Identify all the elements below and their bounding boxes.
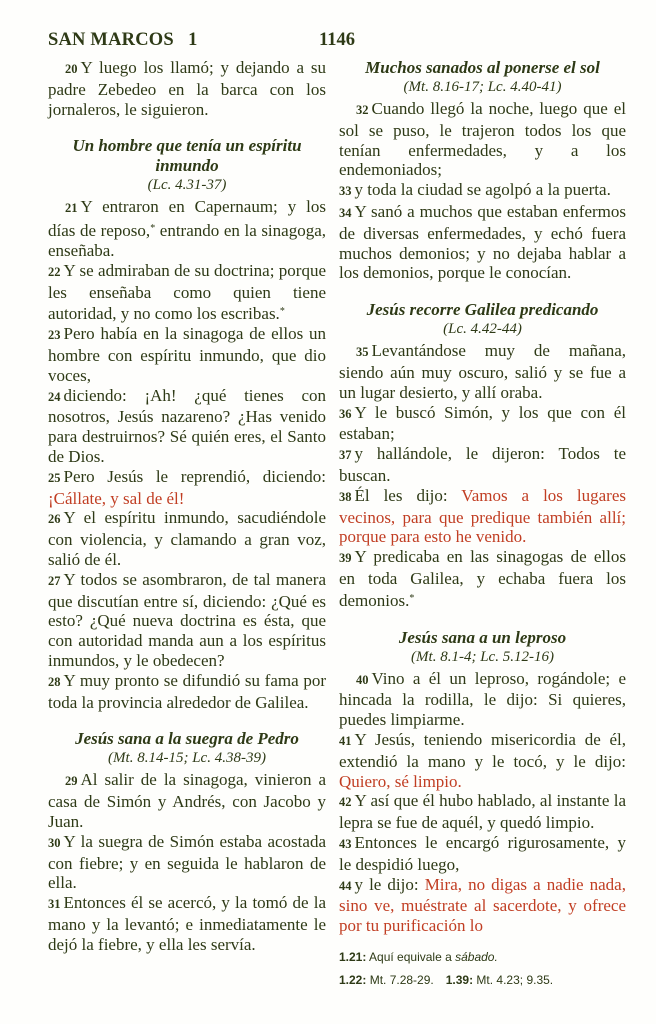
verse-text: Levantándose muy de mañana, siendo aún muy oscuro, salió y se fue a un lugar desierto, y allí oraba. [339,341,626,402]
verse-text: Él les dijo: [354,485,462,505]
verse-text: Y Jesús, teniendo misericordia de él, extendió la mano y le tocó, y le dijo: [339,729,626,771]
verse-number: 39 [339,551,352,566]
verse [339,202,626,283]
verse-number: 26 [48,512,61,527]
section-reference: (Mt. 8.16-17; Lc. 4.40-41) [403,79,562,95]
verse-number: 31 [48,897,61,912]
section-reference: (Lc. 4.31-37) [147,177,227,194]
verse-number: 34 [339,205,352,220]
verse-text: Y la suegra de Simón estaba acostada con fiebre; y en seguida le hablaron de ella. [48,831,326,893]
verse-text: Y sanó a muchos que estaban enfermos de diversas enfermedades, y echó fuera muchos demonios; y no dejaba hablar a los demonios, porque le conocían. [339,201,626,283]
verse-number: 21 [65,201,78,216]
verse-text: Entonces le encargó rigurosamente, y le despidió luego, [339,832,626,874]
verse-text: Y entraron en Capernaum; y los días de reposo, [48,197,326,241]
verse-text: diciendo: ¡Ah! ¿qué tienes con nosotros, Jesús nazareno? ¿Has venido para destruirnos? Sé quién eres, el Santo de Dios. [48,385,326,466]
verse [48,197,326,260]
verse-text: Vino a él un leproso, rogándole; e hincada la rodilla, le dijo: Si quieres, puedes limpiarme. [339,668,626,730]
verse-number: 36 [339,406,352,421]
verse-text: Y así que él hubo hablado, al instante la lepra se fue de aquél, y quedó limpio. [339,791,626,833]
verse-number: 33 [339,184,352,199]
verse [48,467,326,509]
verse-number: 23 [48,328,61,343]
verse-number: 29 [65,774,78,789]
page-header [48,30,626,54]
section-reference: (Lc. 4.42-44) [443,321,522,338]
verse-number: 40 [356,672,369,687]
verse-number: 20 [65,62,78,76]
verse [48,893,326,954]
verse-number: 32 [356,103,369,117]
verse-text: Pero Jesús le reprendió, diciendo: [63,466,326,486]
verse-number: 30 [48,835,61,850]
section-heading [48,729,326,768]
verse-text: Y le buscó Simón, y los que con él estaban; [339,402,626,444]
verse [339,730,626,791]
verse-number: 41 [339,733,352,748]
verse-text: Y se admiraban de su doctrina; porque les enseñaba como quien tiene autoridad, y no como los escribas. [48,260,326,324]
verse-number: 22 [48,264,61,279]
verse-text: Y todos se asombraron, de tal manera que discutían entre sí, diciendo: ¿Qué es esto? ¿Qué nueva doctrina es ésta, que con autoridad manda aun a los espíritus inmundos, y le obedecen? [48,569,326,670]
verse [339,547,626,610]
verse [48,832,326,893]
verse-number: 43 [339,836,352,851]
verse-text: Y el espíritu inmundo, sacudiéndole con violencia, y clamando a gran voz, salió de él. [48,508,326,569]
verse-number: 24 [48,389,61,404]
section-reference: (Mt. 8.14-15; Lc. 4.38-39) [108,750,266,767]
verse-number: 37 [339,448,352,463]
section-title: Jesús sana a un leproso [398,627,567,647]
verse-text: Y predicaba en las sinagogas de ellos en toda Galilea, y echaba fuera los demonios. [339,547,626,610]
verse-number: 35 [356,345,369,360]
verse [339,444,626,486]
verse-text: y le dijo: [354,874,425,894]
verse-number: 44 [339,878,352,893]
verse [339,99,626,180]
book-title: SAN MARCOS 1 [48,30,198,50]
verse [48,770,326,831]
footnote-text: 1.22: [339,972,367,987]
verse-text: y toda la ciudad se agolpó a la puerta. [354,180,611,200]
verse [48,508,326,569]
right-column [339,58,626,996]
section-title: Un hombre que tenía un espíritu inmundo [72,136,302,176]
verse [339,486,626,547]
verse [48,324,326,385]
verse [339,403,626,445]
verse [339,833,626,875]
section-heading [339,628,626,667]
verse-number: 28 [48,674,61,689]
verse [48,386,326,467]
verse-text: entrando en la sinagoga, enseñaba. [48,221,326,260]
footnote-text: 1.21: [339,949,367,964]
footnotes [339,950,626,988]
section-title: Jesús recorre Galilea predicando [366,300,599,320]
verse-number: 42 [339,795,352,810]
verse-text: Y luego los llamó; y dejando a su padre Zebedeo en la barca con los jornaleros, le siguieron. [48,58,326,119]
verse [48,261,326,324]
page-number: 1146 [319,30,355,50]
section-title: Muchos sanados al ponerse el sol [365,58,600,77]
verse [339,791,626,833]
verse [48,58,326,119]
verse-number: 38 [339,489,352,504]
footnote-line [339,950,626,965]
footnote-text: sábado. [455,949,498,964]
section-heading [48,136,326,195]
verse-text: Pero había en la sinagoga de ellos un hombre con espíritu inmundo, que dio voces, [48,324,326,385]
verse-text: Entonces él se acercó, y la tomó de la mano y la levantó; e inmediatamente le dejó la fiebre, y ella les servía. [48,893,326,954]
footnote-line [339,973,626,988]
red-letter-text: Mira, no digas a nadie nada, sino ve, muéstrate al sacerdote, y ofrece por tu purificación lo [339,874,626,936]
footnote-text: 1.39: [445,972,474,987]
verse [339,341,626,402]
verse-text: Y muy pronto se difundió su fama por toda la provincia alrededor de Galilea. [48,670,326,712]
red-letter-text: ¡Cállate, y sal de él! [48,488,185,508]
verse-text: Al salir de la sinagoga, vinieron a casa de Simón y Andrés, con Jacobo y Juan. [48,770,326,831]
footnote-text: Mt. 4.23; 9.35. [473,972,554,987]
section-heading [339,300,626,339]
footnote-marker-icon: * [409,592,415,604]
verse [339,875,626,936]
verse-text: y hallándole, le dijeron: Todos te buscan. [339,444,626,485]
verse-text: Cuando llegó la noche, luego que el sol se puso, le trajeron todos los que tenían enfermedades, y a los endemoniados; [339,99,626,180]
verse [339,669,626,730]
verse-number: 27 [48,573,61,588]
footnote-text [434,973,446,987]
section-heading [339,58,626,97]
red-letter-text: Vamos a los lugares vecinos, para que predique también allí; porque para esto he venido. [339,485,626,547]
verse [48,671,326,713]
section-title: Jesús sana a la suegra de Pedro [75,729,299,749]
footnote-text: Aquí equivale a [366,949,456,964]
footnote-marker-icon: * [150,223,156,235]
verse [48,570,326,671]
verse-number: 25 [48,470,61,485]
text-columns [48,58,626,996]
left-column [48,58,326,954]
section-reference: (Mt. 8.1-4; Lc. 5.12-16) [411,648,554,665]
verse [339,180,626,202]
red-letter-text: Quiero, sé limpio. [339,771,462,791]
footnote-text: Mt. 7.28-29. [366,972,434,987]
footnote-marker-icon: * [279,306,285,318]
